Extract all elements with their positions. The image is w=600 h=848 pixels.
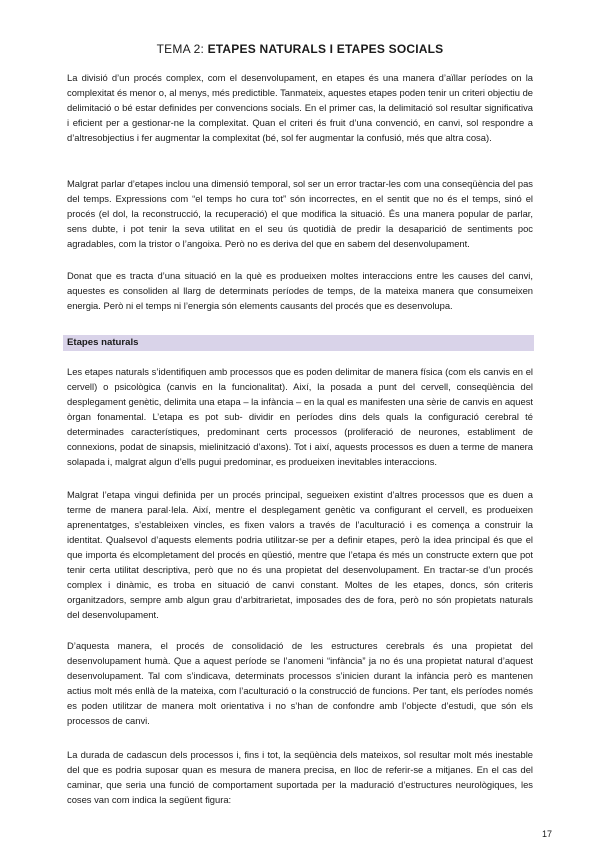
section-paragraph-2: Malgrat l’etapa vingui definida per un procés principal, segueixen existint d’altres processos que es duen a terme de manera paral·lela. Així, mentre el desplegament genètic va configurant el cervell, es produeixen aprenentatges, s’estableixen vincles, es fixen valors a través de l’aculturació i es comença a construir la identitat. Qualsevol d’aquests elements podria utilitzar-se per a definir etapes, però la idea principal és que el que importa és elcompletament del procés en qüestió, mentre que l’etapa és més un constructe extern que pot tenir certa utilitat descriptiva, però que no és una propietat del desenvolupament. En tractar-se d’un procés complex i dinàmic, es troba en situació de canvi constant. Moltes de les etapes, doncs, són criteris organitzadors, sempre amb algun grau d’arbitrarietat, imposades des de fora, però no són propietats naturals del desenvolupament. (67, 489, 533, 621)
intro-paragraph-2: Malgrat parlar d’etapes inclou una dimensió temporal, sol ser un error tractar-les com una conseqüència del pas del temps. Expressions com “el temps ho cura tot” són incorrectes, en el sentit que no és el temps, sinó el procés (el dol, la reconstrucció, la recuperació) el que modifica la situació. És una manera popular de parlar, sens dubte, i pot tenir la seva utilitat en el seu ús quotidià de predir la desaparició de sentiments poc agradables, com la tristor o l’angoixa. Però no es deriva del que en sabem del desenvolupament. (67, 178, 533, 250)
section-paragraph-3: D’aquesta manera, el procés de consolidació de les estructures cerebrals és una propietat del desenvolupament humà. Que a aquest període se l’anomeni “infància” ja no és una propietat natural d’aquest desenvolupament. Tal com s’indicava, determinats processos s’inicien durant la infància però es mantenen actius molt més enllà de la mateixa, com l’aculturació o la construcció de funcions. Per tant, els períodes només es poden utilitzar de manera molt orientativa i no s’han de confondre amb l’objecte d’estudi, que són els processos de canvi. (67, 640, 533, 727)
section-paragraph-1: Les etapes naturals s’identifiquen amb processos que es poden delimitar de manera física (com els canvis en el cervell) o psicològica (canvis en la funcionalitat). Així, la posada a punt del cervell, conseqüència del desplegament genètic, delimita una etapa – la infància – en la qual es manifesten una sèrie de canvis en aquest òrgan fonamental. L’etapa es pot sub- dividir en períodes dins dels quals la configuració cerebral té determinades característiques, predominant certs processos (proliferació de neurones, establiment de connexions, podat de sinapsis, mielinització d’axons). Tot i així, aquests processos es duen a terme de manera solapada i, malgrat algun d’ells pugui predominar, es produeixen inevitables interaccions. (67, 366, 533, 468)
intro-paragraph-1: La divisió d’un procés complex, com el desenvolupament, en etapes és una manera d’aïllar períodes on la complexitat és menor o, al menys, més predictible. Tanmateix, aquestes etapes poden tenir un criteri objectiu de delimitació o bé estar definides per convencions socials. En el primer cas, la delimitació sol resultar significativa i eficient per a gestionar-ne la complexitat. Quan el criteri és fruit d’una convenció, en canvi, sol respondre a d’altresobjectius i fer augmentar la complexitat (bé, sol fer augmentar la confusió, més que altra cosa). (67, 72, 533, 144)
page-number: 17 (542, 829, 553, 839)
title-main: ETAPES NATURALS I ETAPES SOCIALS (207, 42, 444, 56)
intro-paragraph-3: Donat que es tracta d’una situació en la què es produeixen moltes interaccions entre les causes del canvi, aquestes es consoliden al llarg de determinats períodes de temps, de la mateixa manera que consumeixen energia. Però ni el temps ni l’energia són elements causants del procés que es desenvolupa. (67, 270, 533, 312)
page-title (0, 42, 600, 56)
section-paragraph-4: La durada de cadascun dels processos i, fins i tot, la seqüència dels mateixos, sol resultar molt més inestable del que es podria suposar quan es mesura de manera precisa, en lloc de referir-se a mitjanes. En el cas del caminar, que seria una funció de comportament suportada per la maduració d’estructures neurològiques, les coses van com indica la següent figura: (67, 749, 533, 806)
section-header-bar (63, 335, 534, 351)
title-prefix: TEMA 2: (156, 42, 208, 56)
section-title: Etapes naturals (67, 337, 139, 348)
